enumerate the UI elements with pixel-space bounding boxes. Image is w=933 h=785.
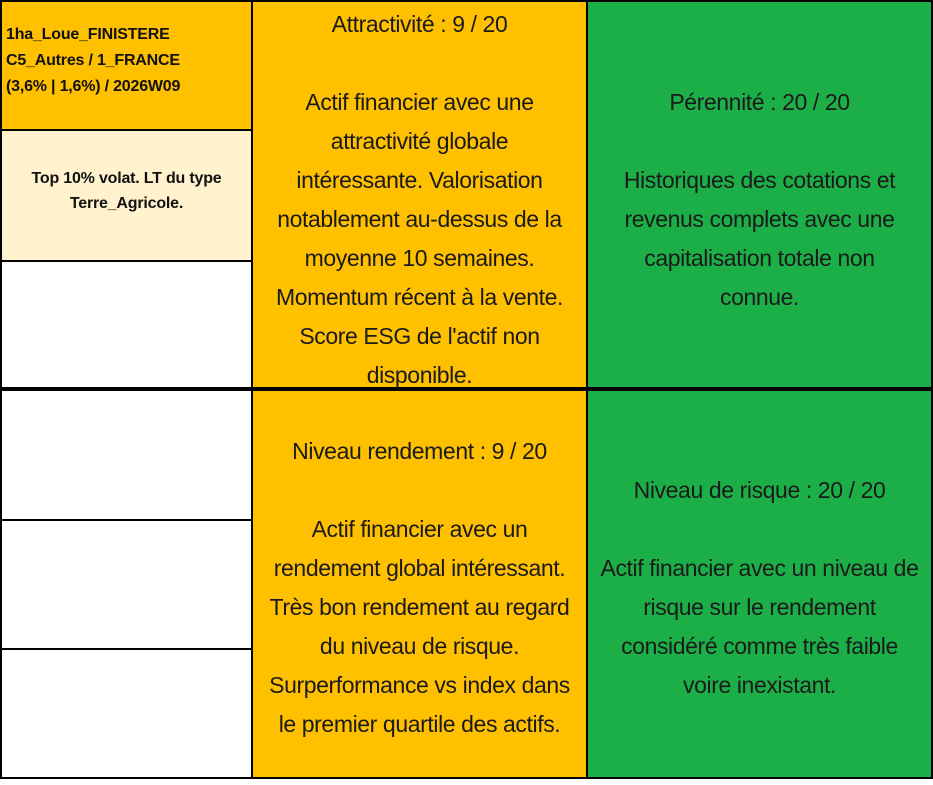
attractivite-line: Actif financier avec une: [305, 89, 534, 115]
empty-cell: [0, 519, 253, 650]
asset-header-cell: [0, 0, 253, 131]
risque-line: risque sur le rendement: [643, 594, 876, 620]
risque-title: Niveau de risque : 20 / 20: [633, 477, 886, 503]
empty-cell: [0, 260, 253, 389]
asset-stats-week: (3,6% | 1,6%) / 2026W09: [6, 78, 181, 95]
attractivite-line: moyenne 10 semaines.: [304, 245, 535, 271]
rendement-line: Actif financier avec un: [311, 516, 528, 542]
rendement-line: Surperformance vs index dans: [269, 672, 570, 698]
perennite-line: Historiques des cotations et: [623, 167, 896, 193]
rendement-line: Très bon rendement au regard: [269, 594, 570, 620]
attractivite-line: intéressante. Valorisation: [296, 167, 543, 193]
risque-text: [588, 471, 931, 705]
volatility-note-line: Top 10% volat. LT du type: [31, 170, 222, 187]
rendement-text: [253, 432, 586, 744]
risque-cell: [586, 389, 933, 779]
perennite-line: revenus complets avec une: [624, 206, 895, 232]
rendement-cell: [251, 389, 588, 779]
attractivite-line: attractivité globale: [330, 128, 509, 154]
perennite-text: [588, 83, 931, 317]
perennite-line: connue.: [719, 284, 800, 310]
perennite-cell: [586, 0, 933, 389]
attractivite-line: disponible.: [366, 362, 473, 388]
risque-line: voire inexistant.: [683, 672, 836, 698]
empty-cell: [0, 389, 253, 521]
volatility-note-cell: [0, 129, 253, 262]
volatility-note-line: Terre_Agricole.: [69, 195, 184, 212]
empty-cell: [0, 648, 253, 779]
asset-name: 1ha_Loue_FINISTERE: [6, 26, 170, 43]
rendement-line: le premier quartile des actifs.: [278, 711, 561, 737]
risque-line: Actif financier avec un niveau de: [600, 555, 919, 581]
attractivite-line: notablement au-dessus de la: [277, 206, 562, 232]
perennite-line: capitalisation totale non: [644, 245, 875, 271]
rendement-line: du niveau de risque.: [319, 633, 520, 659]
attractivite-line: Score ESG de l'actif non: [299, 323, 540, 349]
attractivite-title: Attractivité : 9 / 20: [331, 11, 508, 37]
rendement-line: rendement global intéressant.: [273, 555, 566, 581]
attractivite-cell: [251, 0, 588, 389]
perennite-title: Pérennité : 20 / 20: [669, 89, 850, 115]
asset-identifier: [2, 2, 251, 100]
asset-category: C5_Autres / 1_FRANCE: [6, 52, 180, 69]
risque-line: considéré comme très faible: [621, 633, 898, 659]
attractivite-line: Momentum récent à la vente.: [275, 284, 564, 310]
rendement-title: Niveau rendement : 9 / 20: [292, 438, 547, 464]
volatility-note: [2, 166, 251, 216]
attractivite-text: [253, 5, 586, 395]
